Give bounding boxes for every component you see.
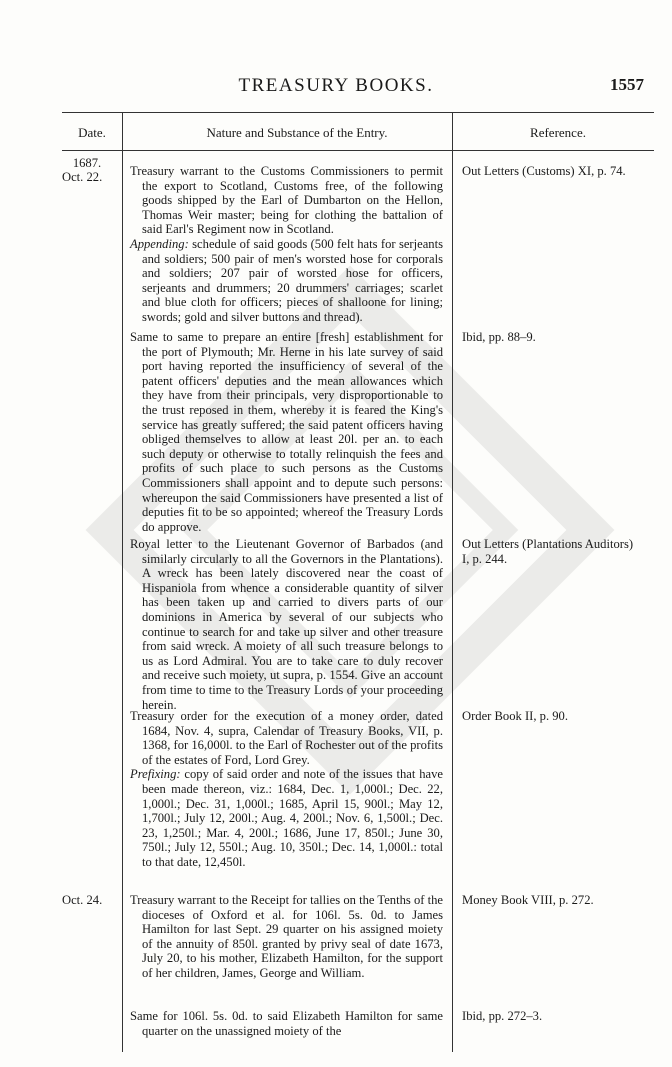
entry-text: Same for 106l. 5s. 0d. to said Elizabeth Hamilton for same quarter on the unassigned moiety of the — [130, 1009, 443, 1038]
entry-5 — [130, 893, 443, 981]
entry-1-reference: Out Letters (Customs) XI, p. 74. — [462, 164, 626, 178]
entry-5-reference: Money Book VIII, p. 272. — [462, 893, 594, 907]
appending-text: schedule of said goods (500 felt hats for serjeants and soldiers; 500 pair of men's worsted hose for corporals and soldiers; 207 pair of worsted hose for officers, serjeants and drummers; 20 drummers' carriages; scarlet and blue cloth for officers; pieces of shalloone for lining; swords; gold and silver buttons and thread). — [142, 236, 443, 324]
column-rule-right — [452, 112, 453, 1052]
entry-text: Royal letter to the Lieutenant Governor of Barbados (and similarly circularly to all the Governors in the Plantations). A wreck has been lately discovered near the coast of Hispaniola from whence a considerable quantity of silver has been taken up and carried to divers parts of our dominions in America by several of our subjects who continue to search for and take up silver and other treasure from said wreck. A moiety of all such treasure belongs to us as Lord Admiral. You are to take care to duly recover and receive such moiety, ut supra, p. 1554. Give an account from time to time to the Treasury Lords of your proceeding herein. — [130, 537, 443, 712]
entry-text: Same to same to prepare an entire [fresh] establishment for the port of Plymouth; Mr. Herne in his late survey of said port having reported the insufficiency of several of the patent officers' deputies and the mean allowances which they have from their principals, very disproportionable to the trust reposed in them, whereby it is feared the King's service has greatly suffered; the said patent officers having obliged themselves to allow at least 20l. per an. to each such deputy or otherwise to totally relinquish the fees and profits of such place to such persons as the Customs Commissioners shall appoint and to depute such persons: whereupon the said Commissioners have presented a list of deputies fit to be so appointed; whereof the Treasury Lords do approve. — [130, 330, 443, 534]
entry-3 — [130, 537, 443, 712]
entry-text: Treasury order for the execution of a money order, dated 1684, Nov. 4, supra, Calendar of Treasury Books, VII, p. 1368, for 16,000l. to the Earl of Rochester out of the profits of the estates of Ford, Lord Grey. — [130, 709, 443, 767]
column-reference-header: Reference. — [530, 125, 586, 140]
column-nature-header: Nature and Substance of the Entry. — [206, 125, 388, 140]
entry-year: 1687. — [72, 156, 102, 170]
appending-label: Appending: — [130, 236, 189, 251]
entry-2-reference: Ibid, pp. 88–9. — [462, 330, 536, 344]
top-rule — [62, 112, 654, 113]
entry-6-reference: Ibid, pp. 272–3. — [462, 1009, 543, 1023]
entry-text: Treasury warrant to the Receipt for tallies on the Tenths of the dioceses of Oxford et al. for 106l. 5s. 0d. to James Hamilton for last Sept. 29 quarter on his assigned moiety of the annuity of 850l. granted by privy seal of date 1673, July 20, to his mother, Elizabeth Hamilton, for the support of her children, James, George and William. — [130, 893, 443, 980]
entry-6 — [130, 1009, 443, 1038]
entry-4 — [130, 709, 443, 870]
entry-date: Oct. 24. — [62, 893, 103, 907]
running-title: TREASURY BOOKS. — [238, 75, 434, 96]
prefixing-label: Prefixing: — [130, 767, 181, 782]
page-header — [0, 75, 672, 105]
column-rule-left — [122, 112, 123, 1052]
column-date-header: Date. — [78, 125, 106, 140]
entry-1 — [130, 164, 443, 325]
entry-4-reference: Order Book II, p. 90. — [462, 709, 568, 723]
entry-3-reference: Out Letters (Plantations Auditors) I, p. 244. — [462, 537, 634, 566]
page-number: 1557 — [610, 75, 644, 94]
entry-date: Oct. 22. — [62, 170, 103, 184]
entry-text: Treasury warrant to the Customs Commissioners to permit the export to Scotland, Customs free, of the following goods shipped by the Earl of Dumbarton on the Hellon, Thomas Weir master; being for clothing the battalion of said Earl's Regiment now in Scotland. — [130, 164, 443, 237]
header-rule — [62, 150, 654, 151]
prefixing-text: copy of said order and note of the issues that have been made thereon, viz.: 1684, Dec. 1, 1,000l.; Dec. 22, 1,000l.; Dec. 31, 1,000l.; 1685, April 15, 900l.; May 12, 1,700l.; July 12, 200l.; Aug. 4, 200l.; Nov. 6, 1,500l.; Dec. 23, 1,250l.; Mar. 4, 200l.; 1686, June 17, 850l.; June 30, 750l.; July 12, 550l.; Aug. 10, 350l.; Dec. 14, 1,000l.: total to that date, 12,450l. — [142, 767, 443, 869]
column-headers — [62, 112, 654, 152]
entry-2 — [130, 330, 443, 534]
